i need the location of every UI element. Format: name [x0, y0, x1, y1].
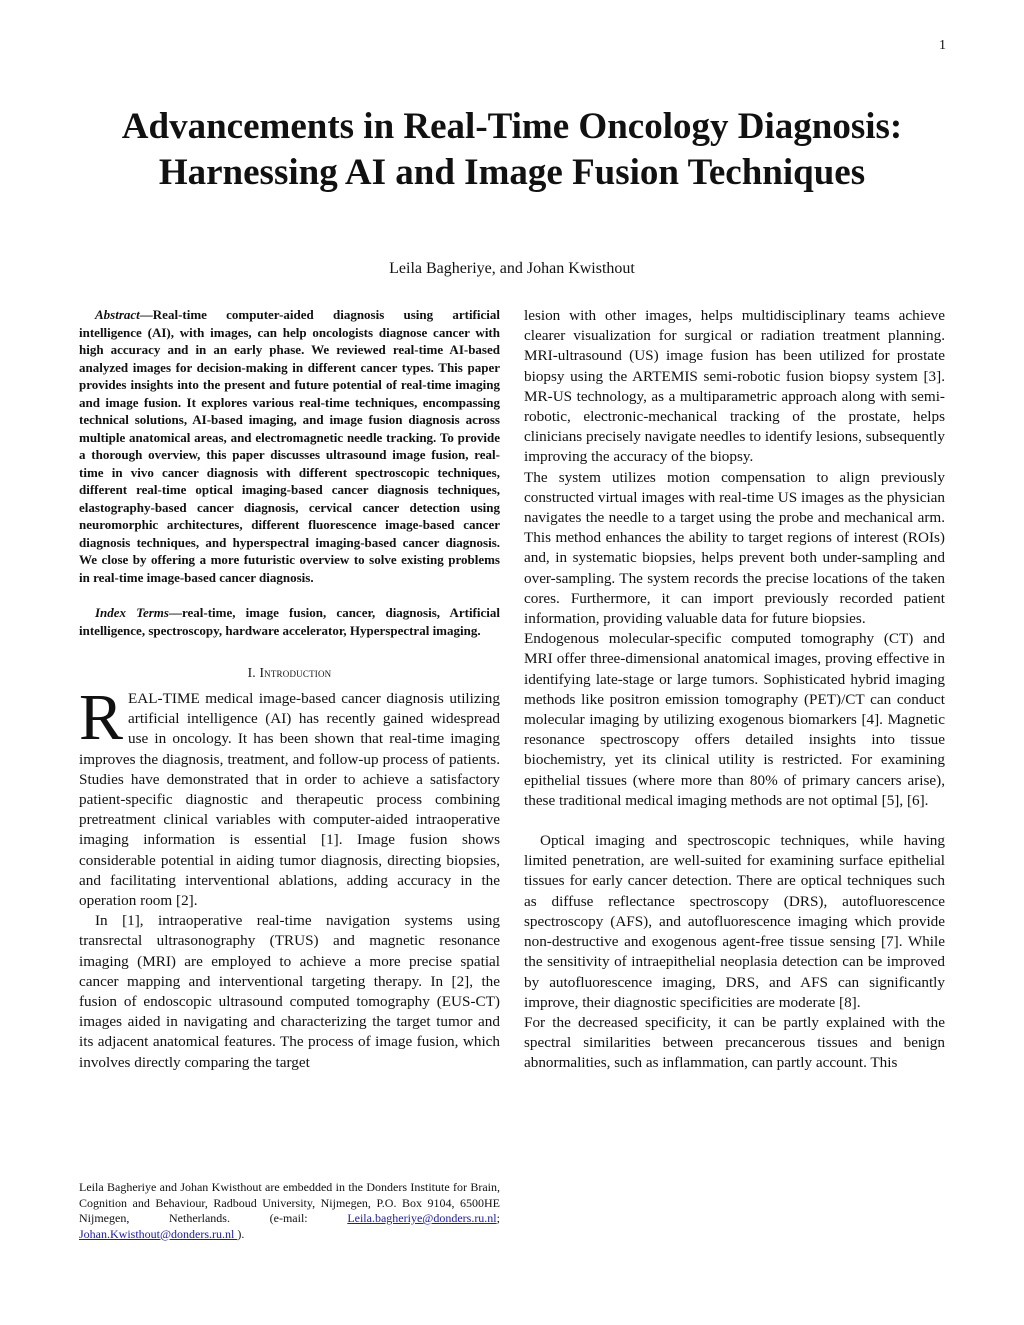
- right-paragraph-2: The system utilizes motion compensation to align previously constructed virtual images with real-time US images as the physician navigates the needle to a target using the probe and mechanical arm. This method enhances the ability to target regions of interest (ROIs) and, in systematic biopsies, helps prevent both under-sampling and over-sampling. The system records the precise locations of the taken cores. Furthermore, it can import previously recorded patient information, providing valuable data for future biopsies.: [524, 468, 945, 628]
- right-column: [524, 306, 945, 1074]
- right-paragraph-5: For the decreased specificity, it can be partly explained with the spectral similarities between precancerous tissues and benign abnormalities, such as inflammation, can partly account. This: [524, 1013, 945, 1072]
- footnote-closing: ).: [237, 1226, 245, 1241]
- email-link-bagheriye[interactable]: Leila.bagheriye@donders.ru.nl: [347, 1211, 497, 1225]
- intro-paragraph-1: [79, 681, 500, 911]
- intro-paragraph-2: In [1], intraoperative real-time navigation systems using transrectal ultrasonography (TRUS) and magnetic resonance imaging (MRI) are employed to achieve a more precise spatial cancer mapping and interventional targeting therapy. In [2], the fusion of endoscopic ultrasound computed tomography (EUS-CT) images aided in navigating and characterizing the target tumor and its adjacent anatomical features. The process of image fusion, which involves directly comparing the target: [79, 912, 500, 1071]
- index-terms-label: Index Terms: [95, 605, 169, 620]
- intro-paragraph-1-text: EAL-TIME medical image-based cancer diagnosis utilizing artificial intelligence (AI) has recently gained widespread use in oncology. It has been shown that real-time imaging improves the diagnosis, treatment, and follow-up process of patients. Studies have demonstrated that in order to achieve a satisfactory patient-specific diagnostic and therapeutic process combining pretreatment clinical variables with computer-aided intraoperative imaging information is essential [1]. Image fusion shows considerable potential in aiding tumor diagnosis, directing biopsies, and facilitating interventional ablations, adding accuracy in the operation room [2].: [79, 690, 500, 910]
- drop-cap: R: [79, 681, 124, 754]
- right-paragraph-3: Endogenous molecular-specific computed tomography (CT) and MRI offer three-dimensional anatomical images, proving effective in identifying late-stage or large tumors. Sophisticated hybrid imaging methods like positron emission tomography (PET)/CT can conduct molecular imaging by utilizing exogenous biomarkers [4]. Magnetic resonance spectroscopy offers detailed insights into tissue biochemistry, yet its clinical utility is restricted. For examining epithelial tissues (where more than 80% of primary cancers arise), these traditional medical imaging methods are not optimal [5], [6].: [524, 630, 945, 809]
- email-link-kwisthout[interactable]: Johan.Kwisthout@donders.ru.nl: [79, 1226, 238, 1241]
- left-column: [79, 306, 500, 1073]
- abstract-label: Abstract: [95, 307, 140, 322]
- right-paragraph-1: lesion with other images, helps multidisciplinary teams achieve clearer visualization for surgical or radiation treatment planning. MRI-ultrasound (US) image fusion has been utilized for prostate biopsy using the ARTEMIS semi-robotic fusion biopsy system [3]. MR-US technology, as a multiparametric approach along with semi-robotic, electronic-mechanical tracking of the prostate, helps clinicians precisely navigate needles to identify lesions, subsequently improving the accuracy of the biopsy.: [524, 307, 945, 466]
- abstract: [79, 306, 500, 586]
- title-line-2: Harnessing AI and Image Fusion Techniques: [158, 152, 866, 193]
- abstract-text: —Real-time computer-aided diagnosis using artificial intelligence (AI), with images, can help oncologists diagnose cancer with high accuracy and in an early phase. We reviewed real-time AI-based analyzed images for decision-making in different cancer types. This paper provides insights into the present and future potential of real-time imaging and image fusion. It explores various real-time techniques, encompassing technical solutions, AI-based imaging, and image fusion diagnosis across multiple anatomical areas, and electromagnetic needle tracking. To provide a thorough overview, this paper discusses ultrasound image fusion, real-time in vivo cancer diagnosis with different spectroscopic techniques, different real-time optical imaging-based cancer diagnosis techniques, elastography-based cancer diagnosis, cervical cancer detection using neuromorphic architectures, different fluorescence image-based cancer diagnosis techniques, and hyperspectral imaging-based cancer diagnosis. We close by offering a more futuristic overview to solve existing problems in real-time image-based cancer diagnosis.: [79, 307, 500, 585]
- footnote-separator: ;: [496, 1211, 500, 1225]
- section-heading-introduction: [79, 665, 500, 681]
- title-line-1: Advancements in Real-Time Oncology Diagnosis:: [121, 106, 903, 147]
- footnote-text: Leila Bagheriye and Johan Kwisthout are embedded in the Donders Institute for Brain, Cognition and Behaviour, Radboud University, Nijmegen, P.O. Box 9104, 6500HE Nijmegen, Netherlands. (e-mail:: [79, 1180, 500, 1225]
- section-title: Introduction: [259, 665, 332, 680]
- index-terms-text: —real-time, image fusion, cancer, diagnosis, Artificial intelligence, spectroscopy, hardware accelerator, Hyperspectral imaging.: [79, 605, 500, 638]
- right-paragraph-4: Optical imaging and spectroscopic techniques, while having limited penetration, are well-suited for examining surface epithelial tissues for early cancer detection. There are optical techniques such as diffuse reflectance spectroscopy (DRS), autofluorescence spectroscopy (AFS), and autofluorescence imaging which provide non-destructive and exogenous agent-free tissue sensing [7]. While the sensitivity of intraepithelial neoplasia detection can be improved by autofluorescence imaging, DRS, and AFS can significantly improve, their diagnostic specificities are moderate [8].: [524, 832, 945, 1011]
- page-number: 1: [939, 38, 946, 53]
- index-terms: [79, 604, 500, 639]
- author-affiliation-footnote: [79, 1180, 500, 1242]
- section-number: I.: [247, 665, 256, 680]
- paper-title: [40, 104, 984, 196]
- author-list: Leila Bagheriye, and Johan Kwisthout: [389, 260, 635, 277]
